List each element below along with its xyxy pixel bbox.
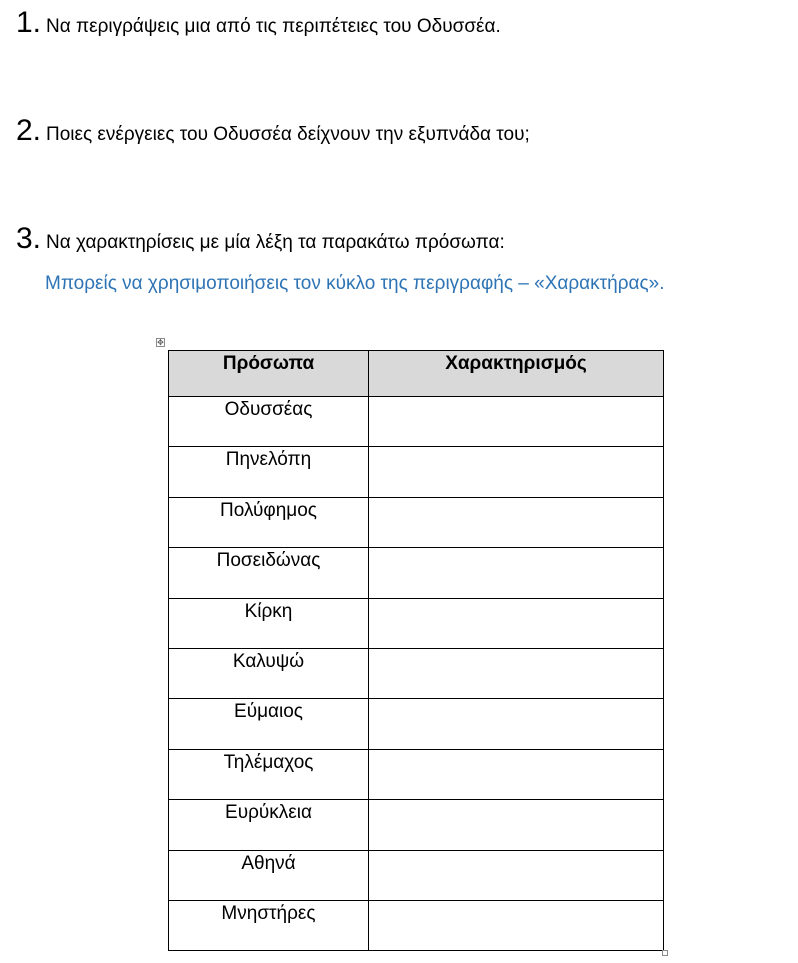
person-name-cell: Αθηνά <box>169 850 369 900</box>
question-2 <box>16 116 530 147</box>
question-1 <box>16 8 501 39</box>
person-name-cell: Τηλέμαχος <box>169 749 369 799</box>
table-row <box>169 648 664 698</box>
table-header-row <box>169 351 664 397</box>
person-name-cell: Καλυψώ <box>169 648 369 698</box>
header-persons: Πρόσωπα <box>169 351 369 397</box>
characterization-cell[interactable] <box>369 397 664 447</box>
question-1-number: 1. <box>16 6 42 39</box>
question-3-text: Να χαρακτηρίσεις με μία λέξη τα παρακάτω πρόσωπα: <box>46 232 505 253</box>
table-row <box>169 598 664 648</box>
question-2-text: Ποιες ενέργειες του Οδυσσέα δείχνουν την εξυπνάδα του; <box>46 124 530 145</box>
characterization-cell[interactable] <box>369 699 664 749</box>
table-row <box>169 447 664 497</box>
header-characterization: Χαρακτηρισμός <box>369 351 664 397</box>
table-row <box>169 850 664 900</box>
hint-text: Μπορείς να χρησιμοποιήσεις τον κύκλο της περιγραφής – «Χαρακτήρας». <box>45 273 665 294</box>
characterization-cell[interactable] <box>369 598 664 648</box>
person-name-cell: Ποσειδώνας <box>169 548 369 598</box>
characterization-cell[interactable] <box>369 548 664 598</box>
person-name-cell: Εύμαιος <box>169 699 369 749</box>
person-name-cell: Ευρύκλεια <box>169 800 369 850</box>
person-name-cell: Οδυσσέας <box>169 397 369 447</box>
table-row <box>169 800 664 850</box>
question-3-number: 3. <box>16 222 42 255</box>
characterization-cell[interactable] <box>369 447 664 497</box>
characters-table <box>168 350 664 951</box>
table-row <box>169 397 664 447</box>
question-2-number: 2. <box>16 114 42 147</box>
table-move-icon[interactable]: ✥ <box>157 337 164 347</box>
characterization-cell[interactable] <box>369 900 664 950</box>
table-row <box>169 699 664 749</box>
characterization-cell[interactable] <box>369 850 664 900</box>
characterization-cell[interactable] <box>369 749 664 799</box>
person-name-cell: Πηνελόπη <box>169 447 369 497</box>
person-name-cell: Μνηστήρες <box>169 900 369 950</box>
table-row <box>169 900 664 950</box>
question-1-text: Να περιγράψεις μια από τις περιπέτειες του Οδυσσέα. <box>46 16 501 37</box>
person-name-cell: Κίρκη <box>169 598 369 648</box>
table-row <box>169 497 664 547</box>
table-resize-icon[interactable] <box>662 950 668 956</box>
question-3 <box>16 224 505 255</box>
characterization-cell[interactable] <box>369 497 664 547</box>
table-row <box>169 548 664 598</box>
characterization-cell[interactable] <box>369 800 664 850</box>
table-row <box>169 749 664 799</box>
characterization-cell[interactable] <box>369 648 664 698</box>
person-name-cell: Πολύφημος <box>169 497 369 547</box>
